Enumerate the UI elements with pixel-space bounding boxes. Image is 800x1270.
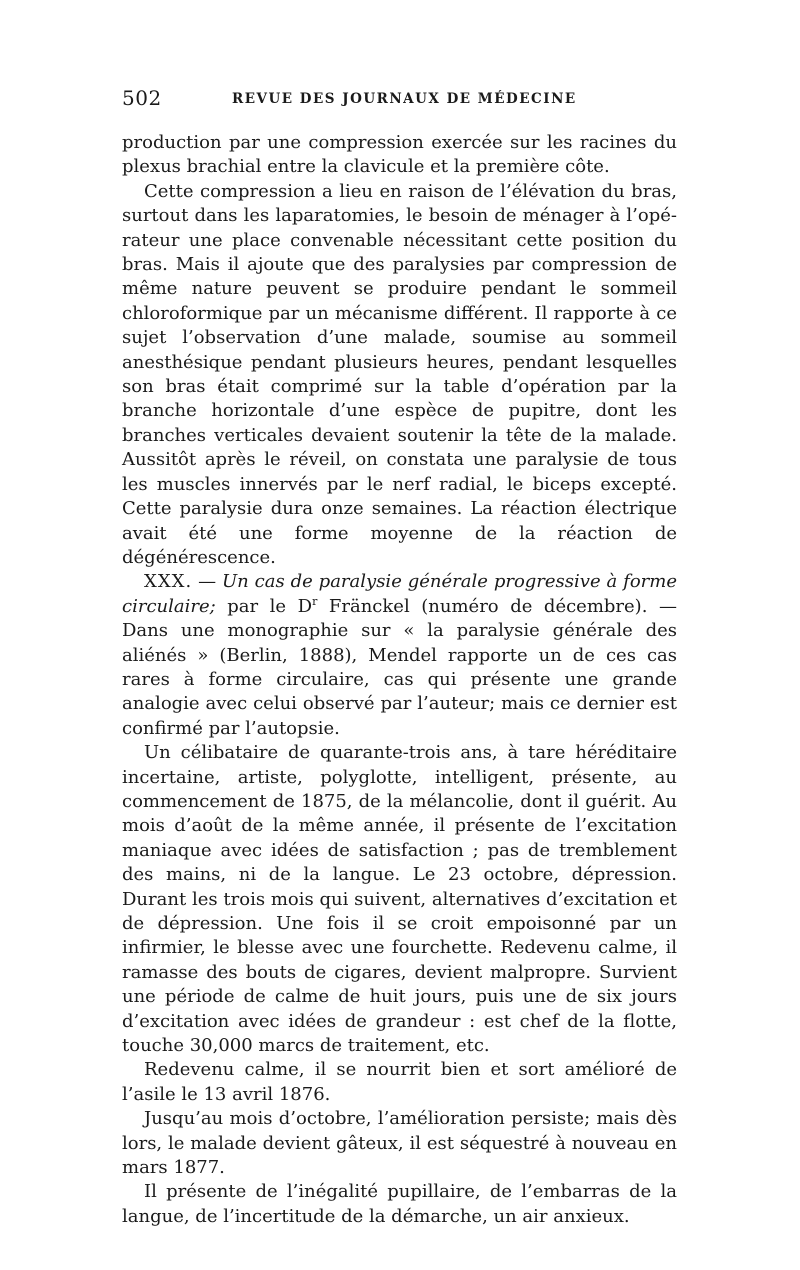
running-title: REVUE DES JOURNAUX DE MÉDECINE: [232, 91, 577, 107]
page-number: 502: [122, 86, 162, 110]
author-superscript: r: [312, 594, 318, 608]
article-title: Un cas de paralysie générale progressive à forme circulaire;: [122, 571, 677, 617]
section-dash: —: [198, 571, 217, 593]
body-text: [122, 131, 677, 1229]
paragraph-7: Il présente de l’inégalité pupillaire, de l’embarras de la langue, de l’incertitude de la démarche, un air anxieux.: [122, 1181, 677, 1227]
section-number: XXX.: [144, 571, 193, 593]
paragraph-2: Cette compression a lieu en raison de l’élévation du bras, surtout dans les laparatomies, le besoin de ménager à l’opérateur une place convenable nécessitant cette position du bras. Mais il ajoute que des paralysies par compression de même nature peuvent se produire pendant le sommeil chloroformique par un mécanisme différent. Il rapporte à ce sujet l’observation d’une malade, soumise au sommeil anesthésique pendant plusieurs heures, pendant lesquelles son bras était comprimé sur la table d’opération par la branche horizontale d’une espèce de pupitre, dont les branches verticales devaient soutenir la tête de la malade. Aussitôt après le réveil, on constata une paralysie de tous les muscles innervés par le nerf radial, le biceps excepté. Cette paralysie dura onze semaines. La réaction électrique avait été une forme moyenne de la réaction de dégénérescence.: [122, 180, 677, 568]
paragraph-3: [122, 570, 677, 741]
paragraph-1: production par une compression exercée sur les racines du plexus brachial entre la clavicule et la première côte.: [122, 132, 677, 178]
author-prefix: par le D: [227, 595, 313, 617]
paragraph-5: Redevenu calme, il se nourrit bien et sort amélioré de l’asile le 13 avril 1876.: [122, 1059, 677, 1105]
paragraph-4: Un célibataire de quarante-trois ans, à tare héréditaire incertaine, artiste, polyglotte, intelligent, présente, au commencement de 1875, de la mélancolie, dont il guérit. Au mois d’août de la même année, il présente de l’excitation maniaque avec idées de satisfaction ; pas de tremblement des mains, ni de la langue. Le 23 octobre, dépression. Durant les trois mois qui suivent, alternatives d’excitation et de dépression. Une fois il se croit empoisonné par un infirmier, le blesse avec une fourchette. Redevenu calme, il ramasse des bouts de cigares, devient malpropre. Survient une période de calme de huit jours, puis une de six jours d’excitation avec idées de grandeur : est chef de la flotte, touche 30,000 marcs de traitement, etc.: [122, 742, 677, 1057]
article-summary: Fränckel (numéro de décembre). — Dans une monographie sur « la paralysie générale des aliénés » (Berlin, 1888), Mendel rapporte un de ces cas rares à forme circulaire, cas qui présente une grande analogie avec celui observé par l’auteur; mais ce dernier est confirmé par l’autopsie.: [122, 595, 677, 739]
paragraph-6: Jusqu’au mois d’octobre, l’amélioration persiste; mais dès lors, le malade devient gâteux, il est séquestré à nouveau en mars 1877.: [122, 1108, 677, 1179]
page-header: [122, 86, 677, 116]
